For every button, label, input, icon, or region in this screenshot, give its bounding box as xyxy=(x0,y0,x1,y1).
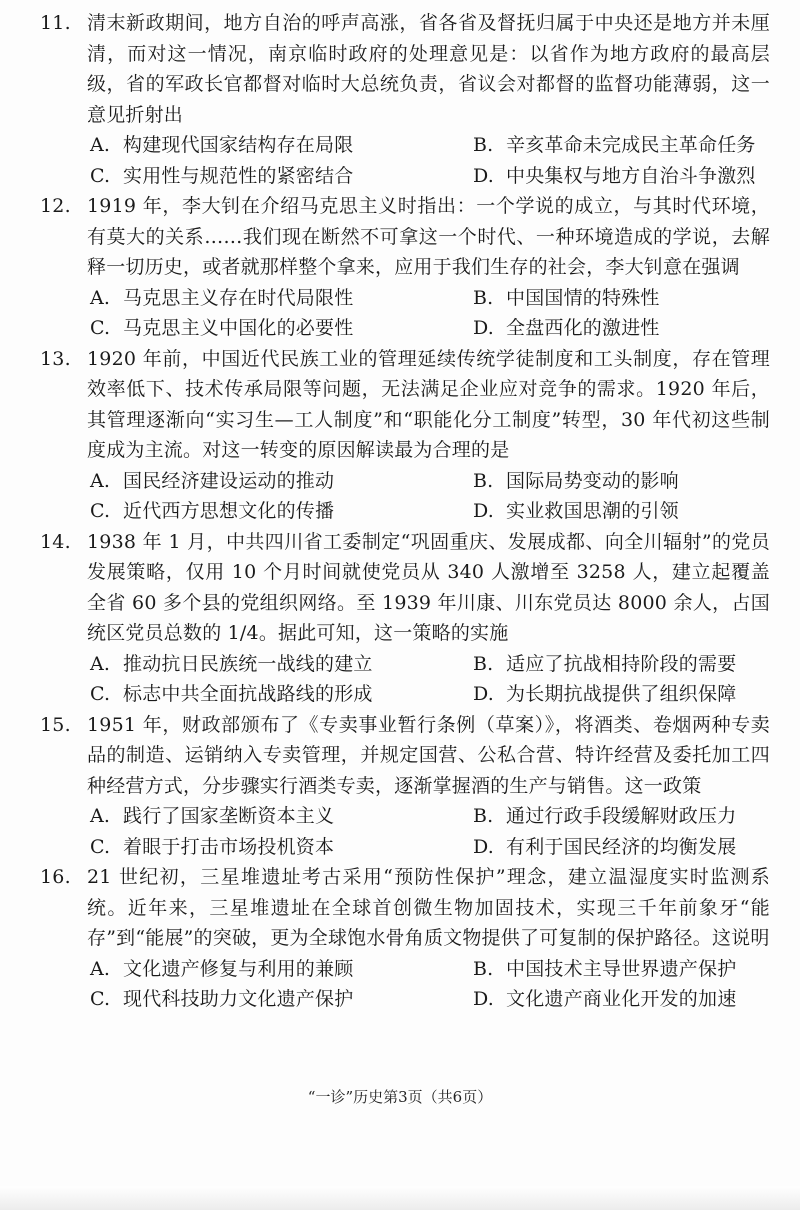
option-letter: A. xyxy=(90,134,111,156)
question-item xyxy=(40,191,770,344)
question-stem xyxy=(40,710,770,802)
option-text: 辛亥革命未完成民主革命任务 xyxy=(506,134,756,156)
answer-option xyxy=(90,954,473,985)
option-text: 适应了抗战相持阶段的需要 xyxy=(506,652,737,675)
question-item xyxy=(40,8,770,191)
answer-option xyxy=(473,161,800,192)
answer-option xyxy=(90,801,473,832)
question-text: 1951 年，财政部颁布了《专卖事业暂行条例（草案）》，将酒类、卷烟两种专卖品的制造、运销纳入专卖管理，并规定国营、公私合营、特许经营及委托加工四种经营方式，分步骤实行酒类专卖，逐渐掌握酒的生产与销售。这一政策 xyxy=(87,713,770,797)
option-letter: C. xyxy=(90,835,111,858)
option-text: 近代西方思想文化的传播 xyxy=(123,500,335,522)
option-letter: D. xyxy=(473,317,494,339)
option-group xyxy=(40,466,770,527)
option-text: 为长期抗战提供了组织保障 xyxy=(506,683,737,705)
option-text: 中国技术主导世界遗产保护 xyxy=(506,957,737,980)
option-letter: A. xyxy=(90,286,111,309)
option-text: 全盘西化的激进性 xyxy=(506,317,660,339)
question-stem xyxy=(40,862,770,954)
answer-option xyxy=(473,832,800,863)
question-number: 12. xyxy=(40,195,71,217)
option-group xyxy=(40,130,770,191)
option-letter: B. xyxy=(473,286,494,309)
option-text: 国际局势变动的影响 xyxy=(506,469,679,492)
answer-option xyxy=(90,649,473,680)
answer-option xyxy=(90,832,473,863)
option-text: 中央集权与地方自治斗争激烈 xyxy=(506,164,756,187)
option-text: 实用性与规范性的紧密结合 xyxy=(123,164,354,187)
question-text: 1919 年，李大钊在介绍马克思主义时指出：一个学说的成立，与其时代环境，有莫大的关系……我们现在断然不可拿这一个时代、一种环境造成的学说，去解释一切历史，或者就那样整个拿来，应用于我们生存的社会，李大钊意在强调 xyxy=(87,195,770,278)
answer-option xyxy=(473,466,800,497)
option-letter: C. xyxy=(90,317,111,339)
option-text: 文化遗产商业化开发的加速 xyxy=(506,988,737,1010)
question-stem xyxy=(40,344,770,466)
option-text: 马克思主义存在时代局限性 xyxy=(123,286,354,309)
option-text: 马克思主义中国化的必要性 xyxy=(123,317,354,339)
option-text: 标志中共全面抗战路线的形成 xyxy=(123,683,373,705)
answer-option xyxy=(473,679,800,710)
option-text: 国民经济建设运动的推动 xyxy=(123,469,335,492)
option-group xyxy=(40,801,770,862)
option-letter: C. xyxy=(90,988,111,1010)
option-letter: D. xyxy=(473,683,494,705)
option-group xyxy=(40,954,770,1015)
answer-option xyxy=(90,496,473,527)
option-text: 推动抗日民族统一战线的建立 xyxy=(123,652,373,675)
option-text: 中国国情的特殊性 xyxy=(506,286,660,309)
option-text: 通过行政手段缓解财政压力 xyxy=(506,805,737,827)
question-number: 14. xyxy=(40,530,71,553)
question-text: 清末新政期间，地方自治的呼声高涨，省各省及督抚归属于中央还是地方并未厘清，而对这一情况，南京临时政府的处理意见是：以省作为地方政府的最高层级，省的军政长官都督对临时大总统负责，省议会对都督的监督功能薄弱，这一意见折射出 xyxy=(87,12,770,126)
option-letter: B. xyxy=(473,805,494,827)
option-letter: D. xyxy=(473,835,494,858)
answer-option xyxy=(473,954,800,985)
option-letter: C. xyxy=(90,164,111,187)
option-text: 践行了国家垄断资本主义 xyxy=(123,805,335,827)
answer-option xyxy=(473,313,800,344)
answer-option xyxy=(90,466,473,497)
option-letter: A. xyxy=(90,805,111,827)
option-text: 构建现代国家结构存在局限 xyxy=(123,134,354,156)
option-letter: C. xyxy=(90,500,111,522)
question-stem xyxy=(40,8,770,130)
answer-option xyxy=(473,649,800,680)
option-group xyxy=(40,649,770,710)
answer-option xyxy=(90,130,473,161)
question-number: 16. xyxy=(40,866,71,888)
question-number: 11. xyxy=(40,12,71,34)
answer-option xyxy=(473,801,800,832)
question-item xyxy=(40,344,770,527)
question-item xyxy=(40,710,770,863)
option-letter: A. xyxy=(90,469,111,492)
question-list xyxy=(40,8,770,1015)
answer-option xyxy=(473,283,800,314)
question-item xyxy=(40,527,770,710)
answer-option xyxy=(90,679,473,710)
option-text: 有利于国民经济的均衡发展 xyxy=(506,835,737,858)
option-letter: B. xyxy=(473,652,494,675)
answer-option xyxy=(90,984,473,1015)
answer-option xyxy=(90,161,473,192)
option-letter: C. xyxy=(90,683,111,705)
option-letter: B. xyxy=(473,469,494,492)
question-number: 15. xyxy=(40,713,71,736)
question-text: 21 世纪初，三星堆遗址考古采用“预防性保护”理念，建立温湿度实时监测系统。近年来，三星堆遗址在全球首创微生物加固技术，实现三千年前象牙“能存”到“能展”的突破，更为全球饱水骨角质文物提供了可复制的保护路径。这说明 xyxy=(87,866,770,949)
answer-option xyxy=(473,130,800,161)
option-letter: D. xyxy=(473,164,494,187)
page-footer: “一诊”历史第3页（共6页） xyxy=(307,1088,493,1106)
question-item xyxy=(40,862,770,1015)
option-text: 实业救国思潮的引领 xyxy=(506,500,679,522)
question-stem xyxy=(40,191,770,283)
answer-option xyxy=(90,283,473,314)
answer-option xyxy=(90,313,473,344)
option-letter: B. xyxy=(473,957,494,980)
option-text: 着眼于打击市场投机资本 xyxy=(123,835,335,858)
option-letter: A. xyxy=(90,957,111,980)
page-edge-shadow xyxy=(0,1186,800,1210)
option-text: 现代科技助力文化遗产保护 xyxy=(123,988,354,1010)
option-letter: D. xyxy=(473,988,494,1010)
question-text: 1920 年前，中国近代民族工业的管理延续传统学徒制度和工头制度，存在管理效率低下、技术传承局限等问题，无法满足企业应对竞争的需求。1920 年后，其管理逐渐向“实习生—工人制度”和“职能化分工制度”转型，30 年代初这些制度成为主流。对这一转变的原因解读最为合理的是 xyxy=(87,347,770,461)
option-letter: D. xyxy=(473,500,494,522)
option-letter: B. xyxy=(473,134,494,156)
question-text: 1938 年 1 月，中共四川省工委制定“巩固重庆、发展成都、向全川辐射”的党员发展策略，仅用 10 个月时间就使党员从 340 人激增至 3258 人，建立起覆盖全省 60 多个县的党组织网络。至 1939 年川康、川东党员达 8000 余人，占国统区党员总数的 1/4。据此可知，这一策略的实施 xyxy=(87,530,770,644)
option-text: 文化遗产修复与利用的兼顾 xyxy=(123,957,354,980)
answer-option xyxy=(473,496,800,527)
question-stem xyxy=(40,527,770,649)
option-group xyxy=(40,283,770,344)
answer-option xyxy=(473,984,800,1015)
question-number: 13. xyxy=(40,347,71,370)
option-letter: A. xyxy=(90,652,111,675)
